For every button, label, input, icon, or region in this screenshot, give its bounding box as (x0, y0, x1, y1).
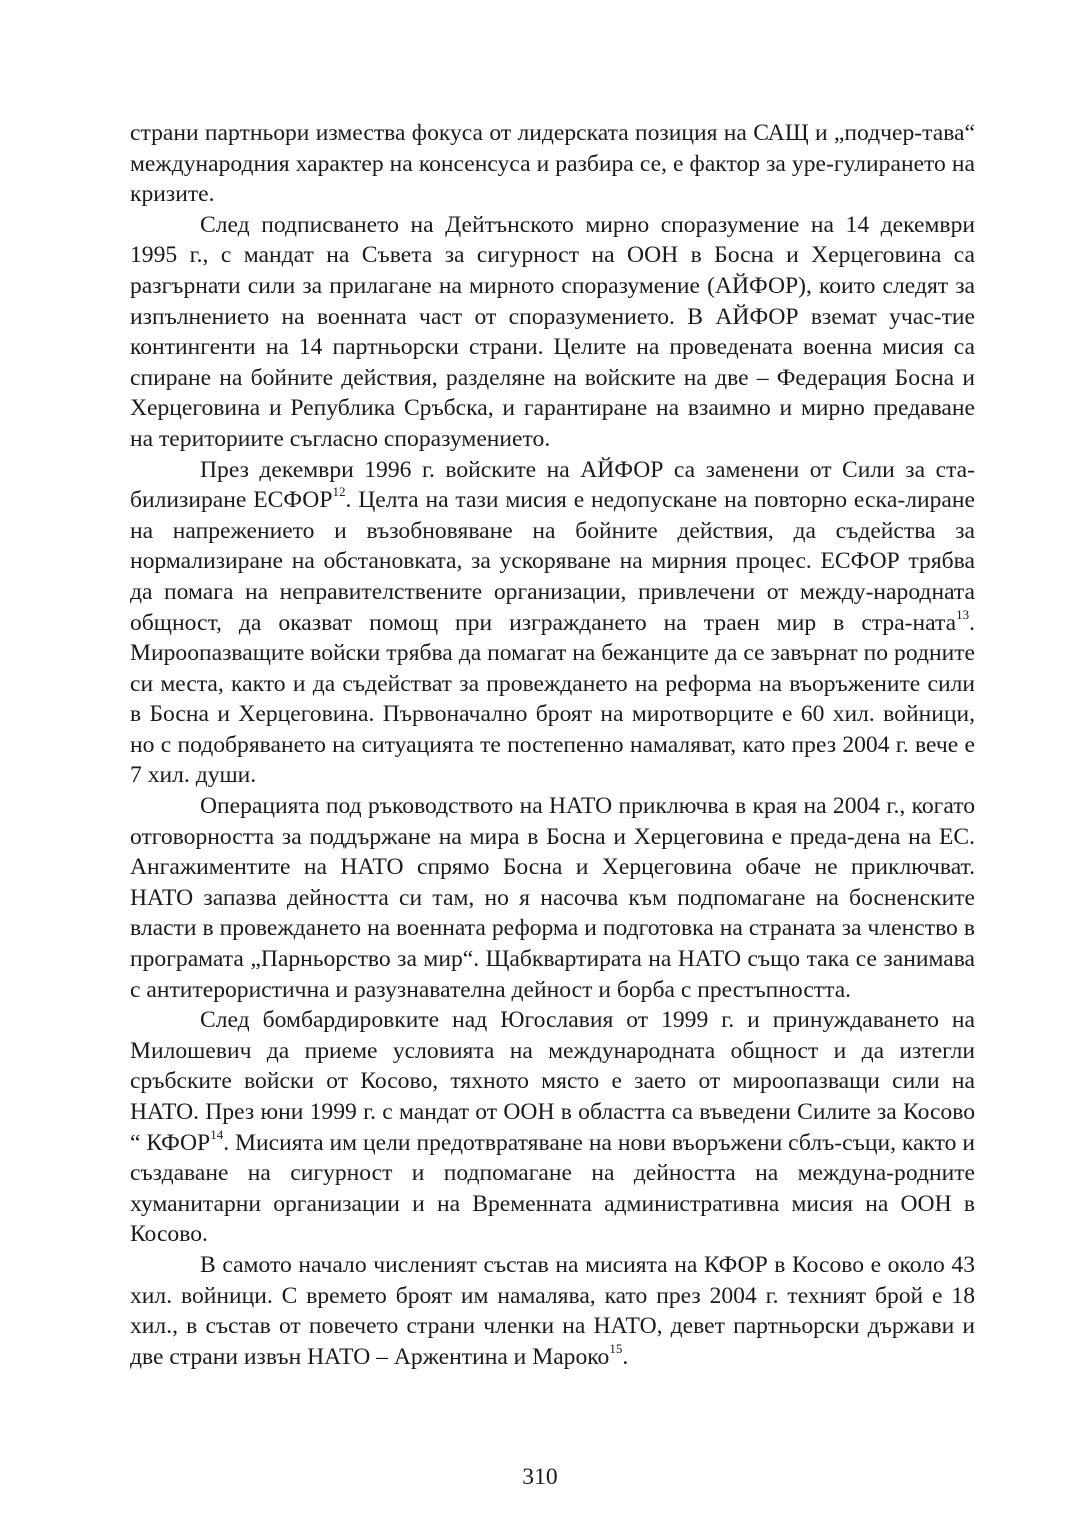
paragraph-3-text-a: През декември 1996 г. войските на АЙФОР са заменени от Сили за ста-билизиране ЕСФОР (130, 456, 975, 514)
paragraph-6-text-b: . (622, 1343, 629, 1370)
paragraph-6-text-a: В самото начало численият състав на мисията на КФОР в Косово е около 43 хил. войници. С времето броят им намалява, като през 2004 г. техният брой е 18 хил., в състав от повечето страни членки на НАТО, девет партньорски държави и две страни извън НАТО – Аржентина и Мароко (130, 1251, 975, 1370)
paragraph-2 (130, 210, 975, 455)
paragraph-2-text: След подписването на Дейтънското мирно споразумение на 14 декември 1995 г., с мандат на Съвета за сигурност на ООН в Босна и Херцеговина са разгърнати сили за прилагане на мирното споразумение (АЙФОР), които следят за изпълнението на военната част от споразумението. В АЙФОР вземат учас-тие контингенти на 14 партньорски страни. Целите на проведената военна мисия са спиране на бойните действия, разделяне на войските на две – Федерация Босна и Херцеговина и Република Сръбска, и гарантиране на взаимно и мирно предаване на териториите съгласно споразумението. (130, 211, 975, 452)
paragraph-5-text-b: . Мисията им цели предотвратяване на нови въоръжени сблъ-съци, както и създаване на сигурност и подпомагане на дейността на междуна-родните хуманитарни организации и на Временната административна мисия на ООН в Косово. (130, 1129, 975, 1248)
footnote-ref-12[interactable]: 12 (332, 484, 346, 500)
footnote-ref-15[interactable]: 15 (609, 1340, 623, 1356)
paragraph-6 (130, 1250, 975, 1372)
page-number: 310 (522, 1464, 558, 1490)
paragraph-3-text-b: . Целта на тази мисия е недопускане на повторно ескa-лиране на напрежението и възобновяване на бойните действия, да съдейства за нормализиране на обстановката, за ускоряване на мирния процес. ЕСФОР трябва да помага на неправителствените организации, привлечени от между-народната общност, да оказват помощ при изграждането на траен мир в стра-ната (130, 487, 976, 636)
paragraph-3-text-c: . Мироопазващите войски трябва да помагат на бежанците да се завърнат по родните си места, както и да съдействат за провеждането на реформа на въоръжените сили в Босна и Херцеговина. Първоначално броят на миротворците е 60 хил. войници, но с подобряването на ситуацията те постепенно намаляват, като през 2004 г. вече е 7 хил. души. (130, 609, 975, 789)
paragraph-3 (130, 455, 975, 792)
paragraph-4 (130, 791, 975, 1005)
paragraph-1-text: страни партньори измества фокуса от лидерската позиция на САЩ и „подчер-тава“ международния характер на консенсуса и разбира се, е фактор за уре-гулирането на кризите. (130, 120, 975, 208)
paragraph-5 (130, 1005, 975, 1250)
footnote-ref-13[interactable]: 13 (956, 606, 970, 622)
footnote-ref-14[interactable]: 14 (210, 1126, 224, 1142)
paragraph-1 (130, 118, 975, 210)
paragraph-4-text: Операцията под ръководството на НАТО приключва в края на 2004 г., когато отговорността за поддържане на мира в Босна и Херцеговина е преда-дена на ЕС. Ангажиментите на НАТО спрямо Босна и Херцеговина обаче не приключват. НАТО запазва дейността си там, но я насочва към подпомагане на босненските власти в провеждането на военната реформа и подготовка на страната за членство в програмата „Парньорство за мир“. Щабквартирата на НАТО също така се занимава с антитерористична и разузнавателна дейност и борба с престъпността. (130, 793, 975, 1003)
document-body (130, 118, 975, 1372)
paragraph-5-text-a: След бомбардировките над Югославия от 1999 г. и принуждаването на Милошевич да приеме условията на международната общност и да изтегли сръбските войски от Косово, тяхното място е заето от мироопазващи сили на НАТО. През юни 1999 г. с мандат от ООН в областта са въведени Силите за Косово “ КФОР (130, 1007, 975, 1156)
